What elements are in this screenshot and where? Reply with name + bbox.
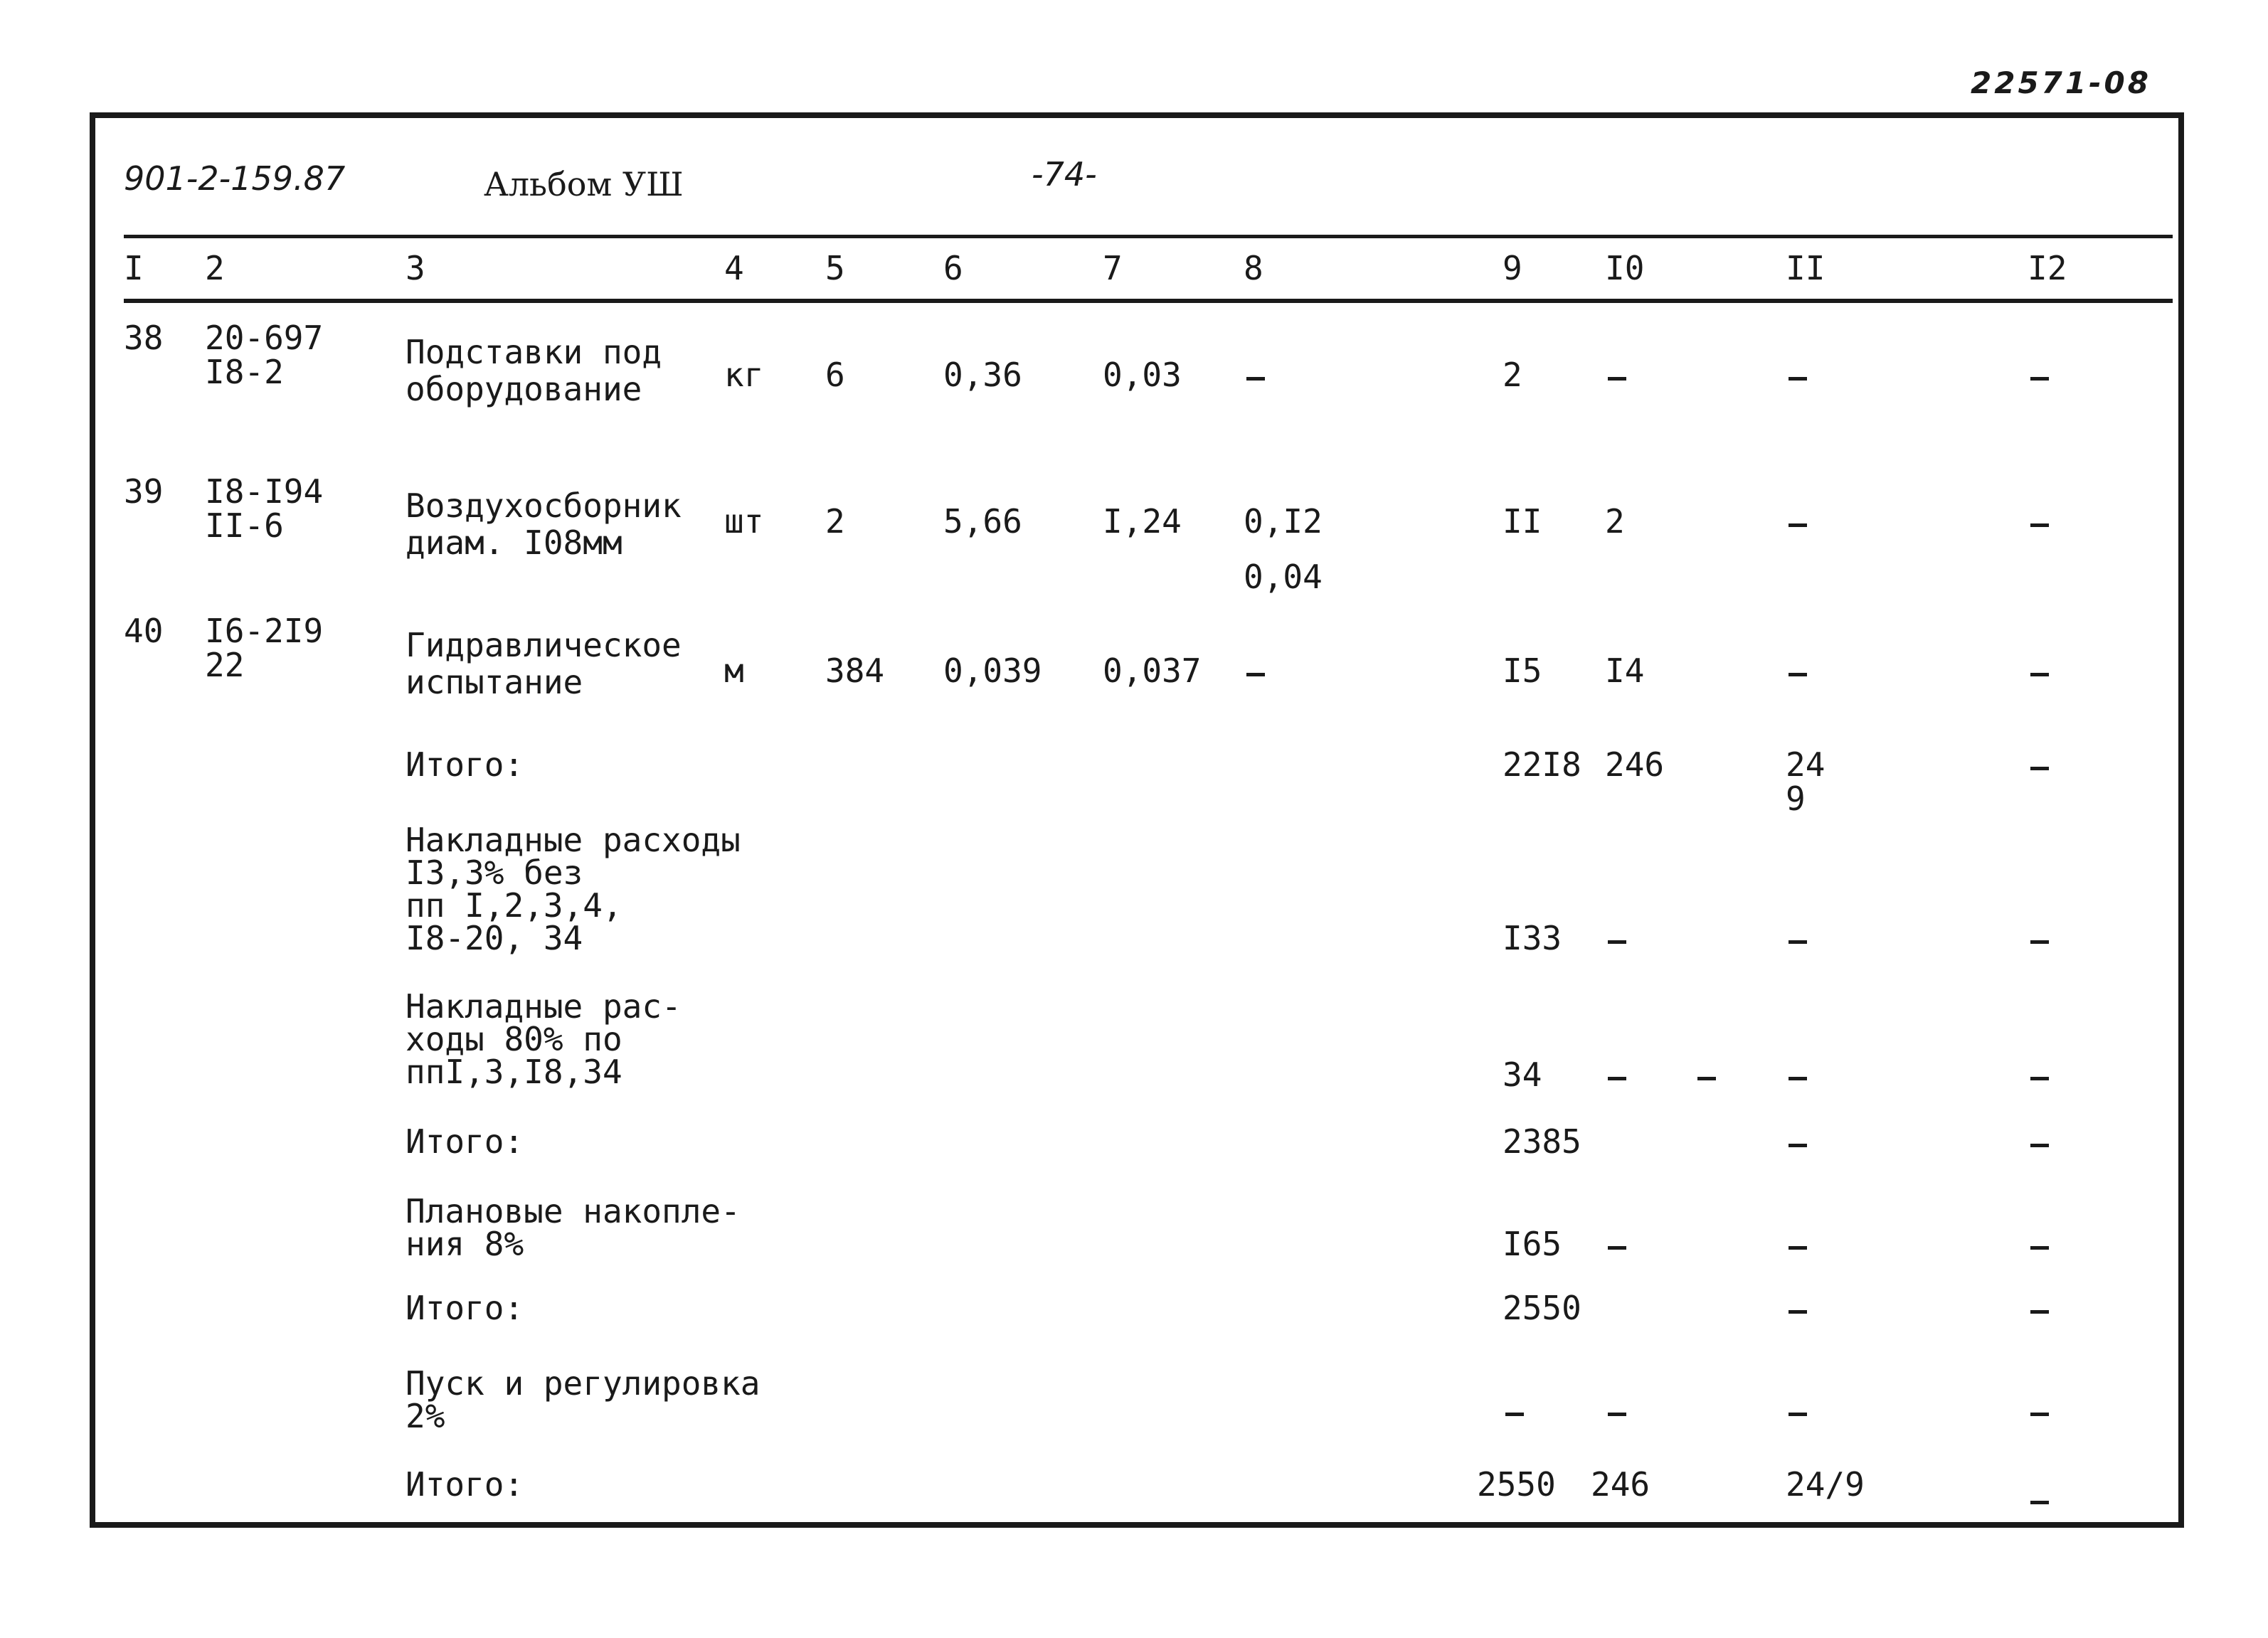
row-number: 40 <box>124 612 164 650</box>
summary-col10: 246 <box>1605 745 1665 784</box>
column-header-5: 5 <box>825 249 845 287</box>
row-col8 <box>1246 673 1265 676</box>
summary-col11: 9 <box>1786 780 1806 818</box>
summary-label: Накладные рас- <box>406 987 682 1026</box>
row-col6: 0,36 <box>943 356 1022 394</box>
summary-col9 <box>1505 1413 1524 1416</box>
row-col9: 2 <box>1503 356 1522 394</box>
row-code: II-6 <box>205 506 284 545</box>
summary-col9: 2550 <box>1503 1289 1581 1327</box>
row-code: I8-I94 <box>205 472 324 511</box>
row-code: 20-697 <box>205 319 324 357</box>
summary-col12 <box>2030 1413 2049 1416</box>
row-name: испытание <box>406 663 583 701</box>
summary-col9: 22I8 <box>1503 745 1581 784</box>
summary-col9: I65 <box>1503 1225 1562 1263</box>
summary-label: I8-20, 34 <box>406 919 583 957</box>
summary-label: I3,3% без <box>406 853 583 892</box>
row-col10: I4 <box>1605 652 1645 690</box>
row-col8-second: 0,04 <box>1244 558 1323 596</box>
summary-col12 <box>2030 940 2049 944</box>
column-header-4: 4 <box>724 249 744 287</box>
summary-col9: 34 <box>1503 1055 1542 1094</box>
page-frame <box>90 112 2184 1528</box>
header-rule-top <box>124 235 2173 238</box>
row-col8 <box>1246 377 1265 381</box>
summary-col11 <box>1789 1144 1807 1147</box>
summary-col10 <box>1608 1413 1626 1416</box>
row-number: 39 <box>124 472 164 511</box>
album-title: Альбом УШ <box>484 165 684 203</box>
row-col6: 5,66 <box>943 502 1022 541</box>
summary-label: Итого: <box>406 1465 524 1504</box>
row-name: Подставки под <box>406 333 662 371</box>
row-col9: I5 <box>1503 652 1542 690</box>
summary-label: ния 8% <box>406 1225 524 1263</box>
summary-col11: 24/9 <box>1786 1465 1865 1504</box>
column-header-1: I <box>124 249 144 287</box>
row-code: I6-2I9 <box>205 612 324 650</box>
row-col7: 0,037 <box>1103 652 1202 690</box>
summary-col12 <box>2030 1310 2049 1314</box>
summary-col10-extra <box>1697 1077 1716 1080</box>
summary-label: Итого: <box>406 745 524 784</box>
summary-col12 <box>2030 1144 2049 1147</box>
summary-col9: I33 <box>1503 919 1562 957</box>
row-col8: 0,I2 <box>1244 502 1323 541</box>
summary-label: пп I,2,3,4, <box>406 886 622 925</box>
summary-label: Накладные расходы <box>406 821 741 859</box>
document-code: 22571-08 <box>1971 65 2151 100</box>
summary-col12 <box>2030 1501 2049 1504</box>
row-col9: II <box>1503 502 1542 541</box>
row-quantity: 6 <box>825 356 845 394</box>
summary-col10 <box>1608 940 1626 944</box>
summary-col10 <box>1608 1246 1626 1250</box>
row-name: оборудование <box>406 370 642 408</box>
summary-col11 <box>1789 940 1807 944</box>
summary-label: ходы 80% по <box>406 1020 622 1058</box>
row-name: Воздухосборник <box>406 486 682 525</box>
row-unit: кг <box>724 356 764 394</box>
summary-col11 <box>1789 1077 1807 1080</box>
row-code: 22 <box>205 646 245 684</box>
row-col10: 2 <box>1605 502 1625 541</box>
column-header-12: I2 <box>2028 249 2067 287</box>
designation: 901-2-159.87 <box>124 159 346 198</box>
column-header-7: 7 <box>1103 249 1123 287</box>
column-header-11: II <box>1786 249 1825 287</box>
summary-label: Итого: <box>406 1289 524 1327</box>
column-header-9: 9 <box>1503 249 1522 287</box>
row-code: I8-2 <box>205 353 284 391</box>
row-name: Гидравлическое <box>406 626 682 664</box>
summary-col11 <box>1789 1413 1807 1416</box>
summary-col12 <box>2030 1246 2049 1250</box>
column-header-2: 2 <box>205 249 225 287</box>
summary-col10 <box>1608 1077 1626 1080</box>
summary-label: 2% <box>406 1397 445 1435</box>
row-number: 38 <box>124 319 164 357</box>
summary-label: Пуск и регулировка <box>406 1364 761 1403</box>
row-quantity: 2 <box>825 502 845 541</box>
summary-col10: 246 <box>1591 1465 1650 1504</box>
row-col11 <box>1789 673 1807 676</box>
row-col11 <box>1789 523 1807 527</box>
header-rule-bottom <box>124 299 2173 303</box>
row-col6: 0,039 <box>943 652 1042 690</box>
summary-col11 <box>1789 1246 1807 1250</box>
summary-label: ппI,3,I8,34 <box>406 1053 622 1091</box>
row-unit: шт <box>724 502 764 541</box>
summary-col12 <box>2030 767 2049 770</box>
row-col12 <box>2030 673 2049 676</box>
row-col7: I,24 <box>1103 502 1182 541</box>
row-col10 <box>1608 377 1626 381</box>
column-header-6: 6 <box>943 249 963 287</box>
row-col12 <box>2030 377 2049 381</box>
row-name: диам. I08мм <box>406 523 622 562</box>
row-quantity: 384 <box>825 652 885 690</box>
row-unit: м <box>724 652 744 690</box>
summary-col11 <box>1789 1310 1807 1314</box>
summary-col9: 2550 <box>1477 1465 1556 1504</box>
column-header-3: 3 <box>406 249 425 287</box>
column-header-10: I0 <box>1605 249 1645 287</box>
summary-col9: 2385 <box>1503 1122 1581 1161</box>
summary-col11: 24 <box>1786 745 1825 784</box>
row-col11 <box>1789 377 1807 381</box>
summary-label: Плановые накопле- <box>406 1192 741 1230</box>
summary-col12 <box>2030 1077 2049 1080</box>
page-number: -74- <box>1032 155 1097 193</box>
row-col7: 0,03 <box>1103 356 1182 394</box>
row-col12 <box>2030 523 2049 527</box>
summary-label: Итого: <box>406 1122 524 1161</box>
column-header-8: 8 <box>1244 249 1263 287</box>
